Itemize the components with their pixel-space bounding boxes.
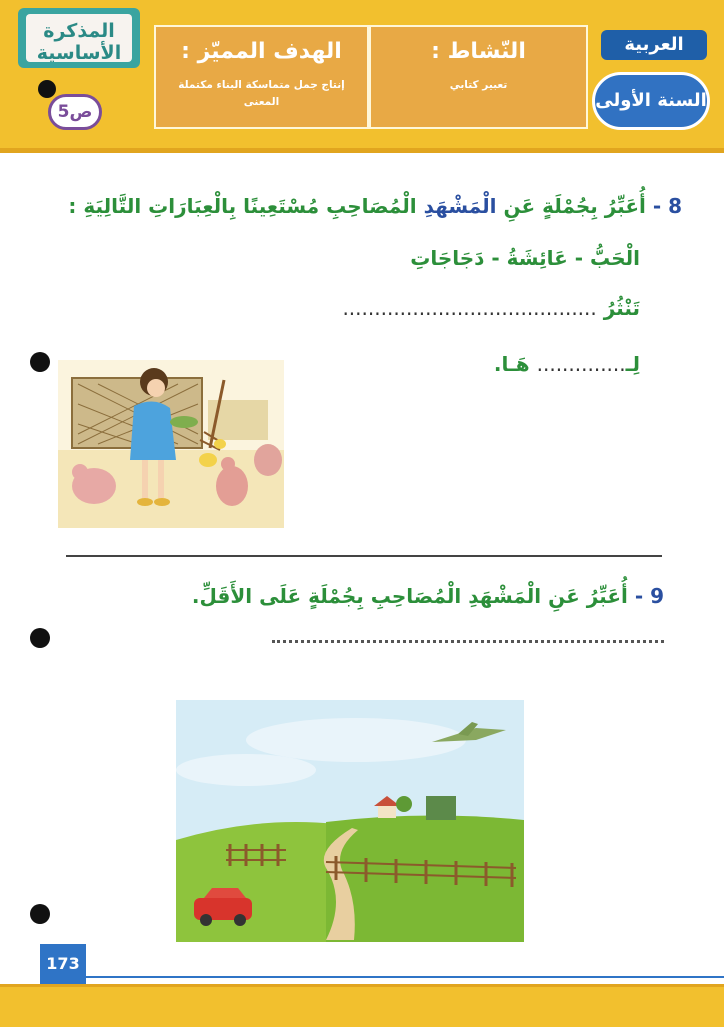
page-number: 173	[40, 944, 86, 984]
exercise8-prompt	[68, 194, 682, 218]
goal-box	[154, 25, 369, 129]
activity-text: تعبير كتابي	[449, 79, 508, 91]
exercise9-number: 9 -	[634, 584, 664, 608]
exercise9-prompt	[192, 584, 664, 608]
exercise9-text: أُعَبِّرُ عَنِ الْمَشْهَدِ الْمُصَاحِبِ بِجُمْلَةٍ عَلَى الأَقَلِّ.	[191, 584, 628, 608]
binder-ring-icon	[38, 80, 56, 98]
page-badge: 5ص	[48, 94, 102, 130]
footer-rule	[86, 976, 724, 978]
page-footer	[0, 984, 724, 1027]
book-title-tag	[18, 8, 140, 68]
countryside-illustration	[176, 700, 524, 942]
exercise8-prompt-start: أُعَبِّرُ بِجُمْلَةٍ عَنِ	[503, 194, 646, 218]
activity-title: النّشاط :	[431, 39, 526, 64]
section-divider	[66, 555, 662, 557]
answer2-blank[interactable]: ..............	[536, 352, 626, 376]
punch-hole-icon	[30, 352, 50, 372]
answer2-start: لِـ	[625, 352, 640, 376]
punch-hole-icon	[30, 628, 50, 648]
punch-hole-icon	[30, 904, 50, 924]
page-header	[0, 0, 724, 153]
book-title-panel	[26, 14, 132, 62]
exercise9-answer-line[interactable]	[272, 640, 664, 643]
answer1-blank[interactable]: ........................................	[342, 296, 597, 320]
goal-title: الهدف المميّز :	[181, 39, 342, 64]
exercise8-prompt-end: الْمُصَاحِبِ مُسْتَعِينًا بِالْعِبَارَاتِ التَّالِيَةِ :	[68, 194, 417, 218]
answer2-end: هَـا.	[493, 352, 530, 376]
exercise8-answer-line-1[interactable]	[342, 296, 640, 320]
girl-chickens-illustration	[58, 360, 284, 528]
goal-text: إنتاج جمل متماسكة البناء مكتملة المعنى	[178, 79, 345, 108]
exercise8-prompt-mid: الْمَشْهَدِ	[423, 194, 497, 218]
answer1-start: تَنْثُرُ	[603, 296, 640, 320]
year-label: السنة الأولى	[592, 72, 710, 130]
exercise8-words: الْحَبُّ - عَائِشَةُ - دَجَاجَاتِ	[410, 246, 640, 270]
activity-box	[369, 25, 588, 129]
exercise8-answer-line-2[interactable]	[494, 352, 640, 376]
book-title: المذكرة الأساسية	[36, 20, 122, 64]
subject-label: العربية	[601, 30, 707, 60]
exercise8-number: 8 -	[652, 194, 682, 218]
